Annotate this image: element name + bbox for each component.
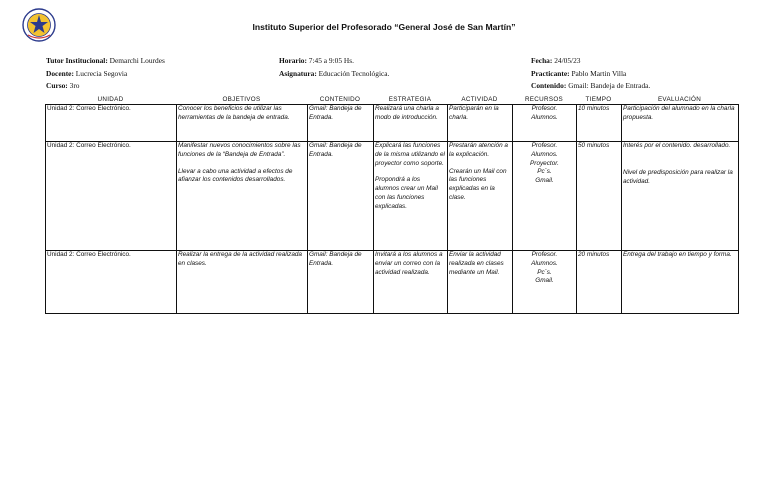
cell-objetivos xyxy=(177,142,308,251)
cell-tiempo: 20 minutos xyxy=(577,251,622,314)
asignatura-value: Educación Tecnológica. xyxy=(318,68,390,78)
cell-estrategia xyxy=(374,105,448,142)
actividad-text: Prestarán atención a la explicación. xyxy=(449,142,508,158)
cell-recursos xyxy=(513,251,577,314)
cell-actividad xyxy=(448,105,513,142)
asignatura-label: Asignatura: xyxy=(279,68,317,78)
recurso-item: Profesor. xyxy=(531,142,558,149)
cell-unidad: Unidad 2: Correo Electrónico. xyxy=(46,142,177,251)
cell-estrategia xyxy=(374,251,448,314)
lesson-plan-table xyxy=(45,104,739,314)
objetivo-text: Conocer los beneficios de utilizar las herramientas de la bandeja de entrada. xyxy=(178,105,290,121)
column-header-recursos: RECURSOS xyxy=(524,96,564,103)
cell-objetivos xyxy=(177,251,308,314)
recurso-item: Profesor. xyxy=(531,105,558,112)
cell-recursos xyxy=(513,105,577,142)
recurso-item: Alumnos. xyxy=(531,113,558,121)
actividad-text: Enviar la actividad realizada en clases mediante un Mail. xyxy=(449,251,504,276)
cell-tiempo: 50 minutos xyxy=(577,142,622,251)
cell-tiempo: 10 minutos xyxy=(577,105,622,142)
institution-title: Instituto Superior del Profesorado “General José de San Martín” xyxy=(252,22,516,32)
column-header-evaluacion: EVALUACIÓN xyxy=(657,96,702,103)
objetivo-text: Llevar a cabo una actividad a efectos de afianzar los contenidos desarrollados. xyxy=(178,167,293,184)
recurso-item: Pc´s. xyxy=(537,268,552,276)
contenido-label: Contenido: xyxy=(531,81,567,90)
cell-contenido: Gmail: Bandeja de Entrada. xyxy=(308,251,374,314)
column-header-objetivos: OBJETIVOS xyxy=(222,96,261,103)
column-header-unidad: UNIDAD xyxy=(97,96,124,103)
tutor-label: Tutor Institucional: xyxy=(46,56,108,65)
estrategia-text: Explicará las funciones de la misma utilizando el proyector como soporte. xyxy=(375,142,445,167)
recurso-item: Alumnos. xyxy=(531,259,558,267)
evaluacion-text: Participación del alumnado en la charla propuesta. xyxy=(623,105,735,121)
evaluacion-text: Entrega del trabajo en tiempo y forma. xyxy=(623,251,732,258)
recurso-item: Pc´s. xyxy=(537,168,552,176)
recurso-item: Proyector. xyxy=(530,159,559,167)
cell-evaluacion xyxy=(622,105,739,142)
practicante-value: Pablo Martin Villa xyxy=(571,68,627,78)
estrategia-text: Realizará una charla a modo de introducción. xyxy=(375,105,439,121)
fecha-value: 24/05/23 xyxy=(554,56,581,65)
recurso-item: Gmail. xyxy=(535,277,554,285)
evaluacion-text: Interés por el contenido. desarrollado. xyxy=(623,142,731,149)
fecha-label: Fecha: xyxy=(531,56,553,65)
info-column-left xyxy=(46,55,165,93)
curso-value: 3ro xyxy=(69,81,80,90)
column-header-estrategia: ESTRATEGIA xyxy=(388,96,432,103)
table-row xyxy=(46,142,739,251)
tutor-value: Demarchi Lourdes xyxy=(109,56,165,65)
actividad-text: Crearán un Mail con las funciones explicadas en la clase. xyxy=(449,167,507,201)
info-column-right xyxy=(531,55,650,93)
recurso-item: Gmail. xyxy=(535,177,554,185)
contenido-value: Gmail: Bandeja de Entrada. xyxy=(568,81,651,90)
estrategia-text: Propondrá a los alumnos crear un Mail con las funciones explicadas. xyxy=(375,176,438,210)
evaluacion-text: Nivel de predisposición para realizar la actividad. xyxy=(623,168,733,185)
cell-contenido: Gmail: Bandeja de Entrada. xyxy=(308,142,374,251)
actividad-text: Participarán en la charla. xyxy=(449,105,499,121)
cell-unidad: Unidad 2: Correo Electrónico. xyxy=(46,251,177,314)
objetivo-text: Realizar la entrega de la actividad realizada en clases. xyxy=(178,251,302,267)
cell-estrategia xyxy=(374,142,448,251)
docente-label: Docente: xyxy=(46,68,74,78)
recurso-item: Alumnos. xyxy=(531,150,558,158)
cell-unidad: Unidad 2: Correo Electrónico. xyxy=(46,105,177,142)
cell-actividad xyxy=(448,251,513,314)
curso-label: Curso: xyxy=(46,81,68,90)
column-header-tiempo: TIEMPO xyxy=(585,96,612,103)
cell-evaluacion xyxy=(622,251,739,314)
cell-actividad xyxy=(448,142,513,251)
docente-value: Lucrecia Segovia xyxy=(75,68,128,78)
table-row xyxy=(46,251,739,314)
cell-evaluacion xyxy=(622,142,739,251)
objetivo-text: Manifestar nuevos conocimientos sobre las funciones de la “Bandeja de Entrada”. xyxy=(178,142,301,158)
estrategia-text: Invitará a los alumnos a enviar un correo con la actividad realizada. xyxy=(375,251,443,276)
column-header-actividad: ACTIVIDAD xyxy=(461,96,498,103)
info-column-middle xyxy=(279,55,389,80)
horario-label: Horario: xyxy=(279,56,307,65)
practicante-label: Practicante: xyxy=(531,68,570,78)
table-row xyxy=(46,105,739,142)
cell-contenido: Gmail: Bandeja de Entrada. xyxy=(308,105,374,142)
recurso-item: Profesor. xyxy=(531,251,558,258)
horario-value: 7:45 a 9:05 Hs. xyxy=(308,56,354,65)
column-header-contenido: CONTENIDO xyxy=(319,96,361,103)
cell-recursos xyxy=(513,142,577,251)
cell-objetivos xyxy=(177,105,308,142)
